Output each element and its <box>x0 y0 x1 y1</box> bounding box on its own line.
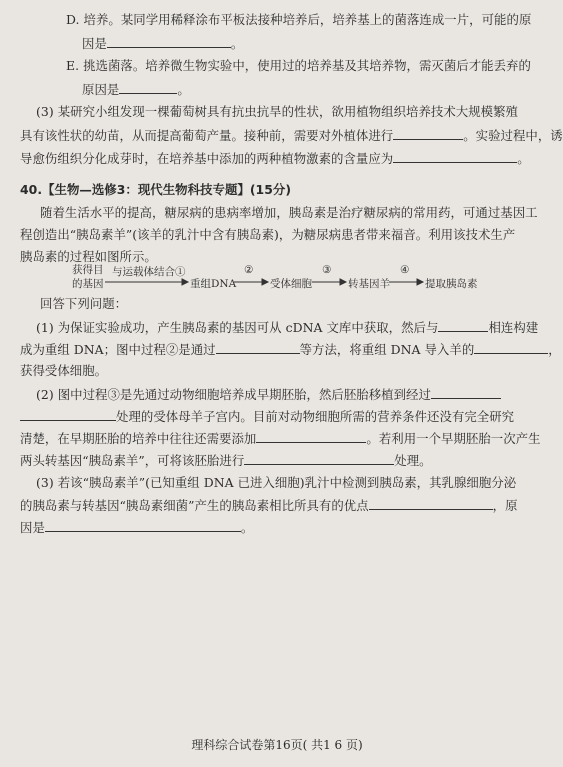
q40-1-l2b: 等方法，将重组 DNA 导入羊的 <box>299 342 475 357</box>
option-e-text: E. 挑选菌落。培养微生物实验中，使用过的培养基及其培养物，需灭菌后才能丢弃的 <box>66 58 531 73</box>
q40-1-line3: 获得受体细胞。 <box>20 363 108 378</box>
option-e-answer-line <box>82 81 190 98</box>
q3-blank-1[interactable] <box>393 127 463 140</box>
arrow-3-head <box>340 279 346 285</box>
q40-1-line1 <box>36 319 538 336</box>
q40-3-l3b: 。 <box>240 520 254 535</box>
q40-2-line2 <box>20 408 514 425</box>
q40-1-blank-1[interactable] <box>438 319 488 332</box>
q40-2-line1 <box>36 386 501 403</box>
q3-line1: (3) 某研究小组发现一棵葡萄树具有抗虫抗旱的性状，欲用植物组织培养技术大规模繁殖 <box>36 104 518 119</box>
arrow-2-head <box>262 279 268 285</box>
section-40-intro-2: 程创造出“胰岛素羊”(该羊的乳汁中含有胰岛素)，为糖尿病患者带来福音。利用该技术生产 <box>20 227 516 242</box>
q40-2-blank-3[interactable] <box>244 452 394 465</box>
option-d-text: D. 培养。某同学用稀释涂布平板法接种培养后，培养基上的菌落连成一片，可能的原 <box>66 12 532 27</box>
page-footer: 理科综合试卷第16页( 共1 6 页) <box>191 738 363 752</box>
option-e-tail: 原因是 <box>82 82 120 97</box>
q3-blank-2[interactable] <box>393 150 517 163</box>
q40-3-line3 <box>20 519 253 536</box>
q40-2-l3a: 清楚，在早期胚胎的培养中往往还需要添加 <box>20 431 257 446</box>
flow-node-transgenic-sheep: 转基因羊 <box>348 278 390 290</box>
flow-node-recombinant-dna: 重组DNA <box>190 278 237 290</box>
option-e-end: 。 <box>177 82 190 97</box>
section-40-intro-3: 胰岛素的过程如图所示。 <box>20 249 157 264</box>
q40-2-line3 <box>20 430 541 447</box>
flow-start-top: 获得目 <box>72 264 104 276</box>
q3-line2b: 。实验过程中，诱 <box>463 128 563 143</box>
q40-3-line2 <box>20 497 518 514</box>
q40-1-blank-3[interactable] <box>474 341 548 354</box>
option-e-blank[interactable] <box>119 81 177 94</box>
option-d-tail: 因是 <box>82 36 107 51</box>
q40-2-blank-1a[interactable] <box>431 386 501 399</box>
flow-step-2: ② <box>244 264 254 276</box>
q40-2-blank-1b[interactable] <box>20 408 116 421</box>
q40-3-l3a: 因是 <box>20 520 45 535</box>
q3-line2a: 具有该性状的幼苗，从而提高葡萄产量。接种前，需要对外植体进行 <box>20 128 394 143</box>
option-d-end: 。 <box>230 36 244 51</box>
q40-2-l2a: 处理的受体母羊子宫内。目前对动物细胞所需的营养条件还没有完全研究 <box>116 409 515 424</box>
q40-1-l2c: ， <box>548 342 561 357</box>
q40-3-blank-2[interactable] <box>45 519 241 532</box>
flow-start-bottom: 的基因 <box>72 278 104 290</box>
q40-2-l4a: 两头转基因“胰岛素羊”，可将该胚胎进行 <box>20 453 245 468</box>
flow-node-extract-insulin: 提取胰岛素 <box>425 278 478 290</box>
flow-step-1: 与运载体结合① <box>112 266 186 278</box>
flow-node-recipient-cell: 受体细胞 <box>270 278 312 290</box>
q40-3-l2a: 的胰岛素与转基因“胰岛素细菌”产生的胰岛素相比所具有的优点 <box>20 498 369 513</box>
q40-3-blank-1[interactable] <box>369 497 493 510</box>
process-flowchart <box>72 262 492 292</box>
option-d-blank[interactable] <box>107 35 231 48</box>
q40-2-line4 <box>20 452 432 469</box>
q40-3-l2b: ，原 <box>492 498 518 513</box>
flow-step-3: ③ <box>322 264 332 276</box>
q40-2-l1: (2) 图中过程③是先通过动物细胞培养成早期胚胎，然后胚胎移植到经过 <box>36 387 431 402</box>
q3-line3-text: 导愈伤组织分化成芽时，在培养基中添加的两种植物激素的含量应为 <box>20 151 394 166</box>
flow-step-4: ④ <box>400 264 410 276</box>
q3-line3 <box>20 150 530 167</box>
option-d-answer-line <box>82 35 243 52</box>
section-40-heading: 40.【生物—选修3：现代生物科技专题】(15分) <box>20 182 292 197</box>
q40-1-blank-2[interactable] <box>216 341 300 354</box>
answer-prompt: 回答下列问题： <box>40 296 128 311</box>
arrow-1-head <box>182 279 188 285</box>
q40-1-l1a: (1) 为保证实验成功，产生胰岛素的基因可从 cDNA 文库中获取，然后与 <box>36 320 439 335</box>
arrow-4-head <box>417 279 423 285</box>
q40-1-l1b: 相连构建 <box>488 320 539 335</box>
q3-line2 <box>20 127 563 144</box>
q40-2-l4b: 处理。 <box>394 453 432 468</box>
q3-line3-end: 。 <box>517 151 530 166</box>
q40-1-line2 <box>20 341 561 358</box>
q40-2-l3b: 。若利用一个早期胚胎一次产生 <box>366 431 541 446</box>
section-40-intro-1: 随着生活水平的提高，糖尿病的患病率增加，胰岛素是治疗糖尿病的常用药，可通过基因工 <box>40 205 538 220</box>
q40-3-line1: (3) 若该“胰岛素羊”(已知重组 DNA 已进入细胞)乳汁中检测到胰岛素，其乳腺细胞分泌 <box>36 475 517 490</box>
q40-1-l2a: 成为重组 DNA；图中过程②是通过 <box>20 342 216 357</box>
q40-2-blank-2[interactable] <box>256 430 366 443</box>
